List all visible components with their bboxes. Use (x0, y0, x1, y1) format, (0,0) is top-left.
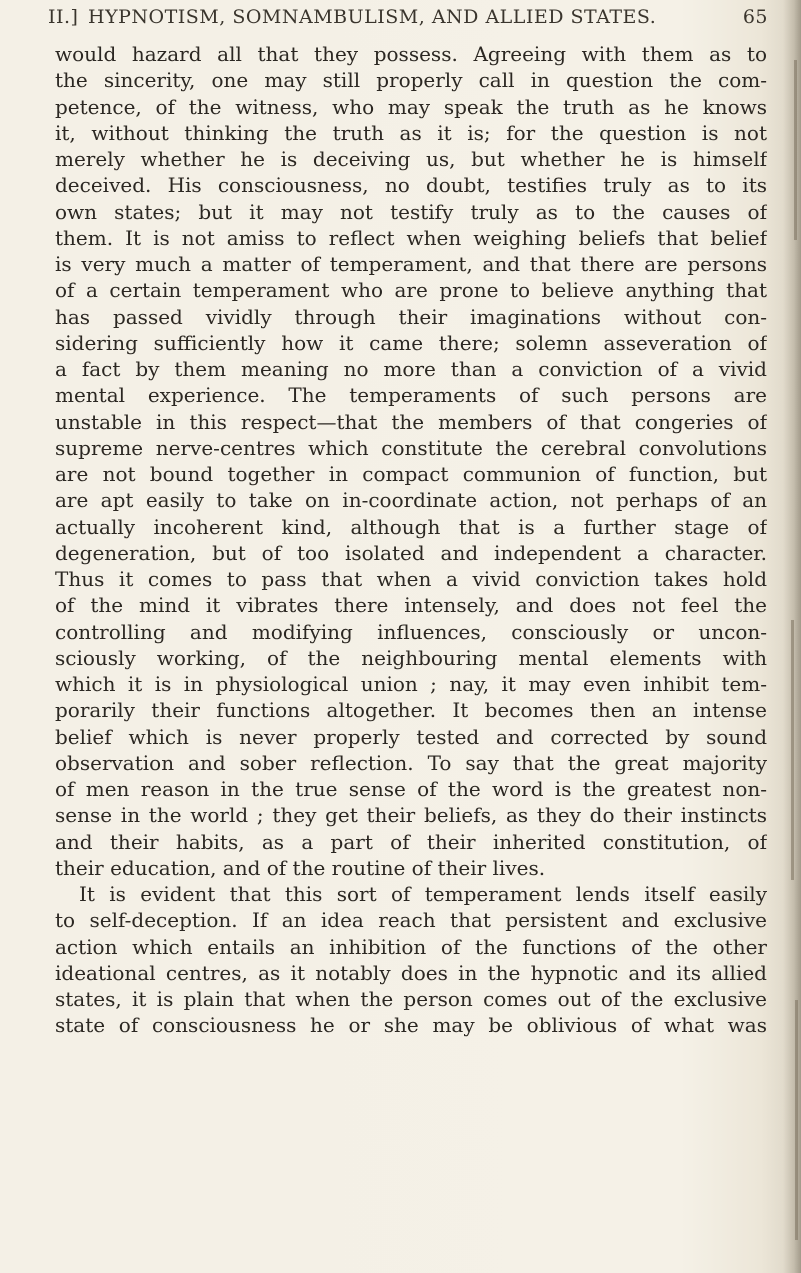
running-title: HYPNOTISM, SOMNAMBULISM, AND ALLIED STATES. (88, 6, 657, 28)
text-line: of a certain temperament who are prone to believe anything that (55, 278, 767, 303)
text-line: unstable in this respect—that the members of that congeries of (55, 409, 767, 434)
text-line: own states; but it may not testify truly as to the causes of (55, 199, 767, 224)
text-line: are apt easily to take on in-coordinate action, not perhaps of an (55, 488, 767, 513)
text-line: sciously working, of the neighbouring mental elements with (55, 645, 767, 670)
text-line: porarily their functions altogether. It becomes then an intense (55, 698, 767, 723)
text-line: it, without thinking the truth as it is; for the question is not (55, 120, 767, 145)
text-line: belief which is never properly tested and corrected by sound (55, 724, 767, 749)
text-line: of men reason in the true sense of the word is the greatest non- (55, 777, 767, 801)
text-line: sidering sufficiently how it came there; solemn asseveration of (55, 330, 767, 355)
text-line: is very much a matter of temperament, and that there are persons (55, 252, 767, 276)
text-line: action which entails an inhibition of the functions of the other (55, 934, 767, 959)
binding-edge-mark (791, 620, 794, 880)
text-line: would hazard all that they possess. Agreeing with them as to (55, 42, 767, 66)
body-text (55, 41, 767, 1039)
text-line: them. It is not amiss to reflect when weighing beliefs that belief (55, 225, 767, 250)
text-line: to self-deception. If an idea reach that persistent and exclusive (55, 908, 767, 933)
text-line: actually incoherent kind, although that is a further stage of (55, 514, 767, 539)
text-line: states, it is plain that when the person comes out of the exclusive (55, 987, 767, 1011)
text-line: Thus it comes to pass that when a vivid conviction takes hold (55, 567, 767, 591)
text-line: degeneration, but of too isolated and independent a character. (55, 540, 767, 565)
text-line: are not bound together in compact communion of function, but (55, 462, 767, 486)
text-line: which it is in physiological union ; nay, it may even inhibit tem- (55, 672, 767, 696)
text-line: mental experience. The temperaments of such persons are (55, 383, 767, 408)
binding-edge-mark (795, 1000, 798, 1240)
text-line: merely whether he is deceiving us, but whether he is himself (55, 147, 767, 171)
text-line: a fact by them meaning no more than a conviction of a vivid (55, 357, 767, 381)
binding-edge-mark (794, 60, 797, 240)
text-line: deceived. His consciousness, no doubt, testifies truly as to its (55, 173, 767, 198)
text-line: of the mind it vibrates there intensely, and does not feel the (55, 593, 767, 618)
paragraph-end-line: their education, and of the routine of their lives. (55, 855, 546, 880)
text-line: state of consciousness he or she may be oblivious of what was (55, 1013, 767, 1038)
text-line: and their habits, as a part of their inherited constitution, of (55, 829, 767, 854)
text-line: petence, of the witness, who may speak the truth as he knows (55, 94, 767, 119)
text-line: supreme nerve-centres which constitute the cerebral convolutions (55, 435, 767, 460)
text-line: the sincerity, one may still properly call in question the com- (55, 68, 767, 93)
paragraph-start-line: It is evident that this sort of temperament lends itself easily (79, 882, 767, 906)
page-number: 65 (742, 6, 768, 28)
text-line: ideational centres, as it notably does in the hypnotic and its allied (55, 960, 767, 985)
running-head (48, 6, 768, 34)
chapter-number: II.] (48, 6, 79, 28)
text-line: observation and sober reflection. To say that the great majority (55, 750, 767, 775)
text-line: sense in the world ; they get their beliefs, as they do their instincts (55, 803, 767, 828)
text-line: has passed vividly through their imaginations without con- (55, 304, 767, 329)
text-line: controlling and modifying influences, consciously or uncon- (55, 619, 767, 644)
